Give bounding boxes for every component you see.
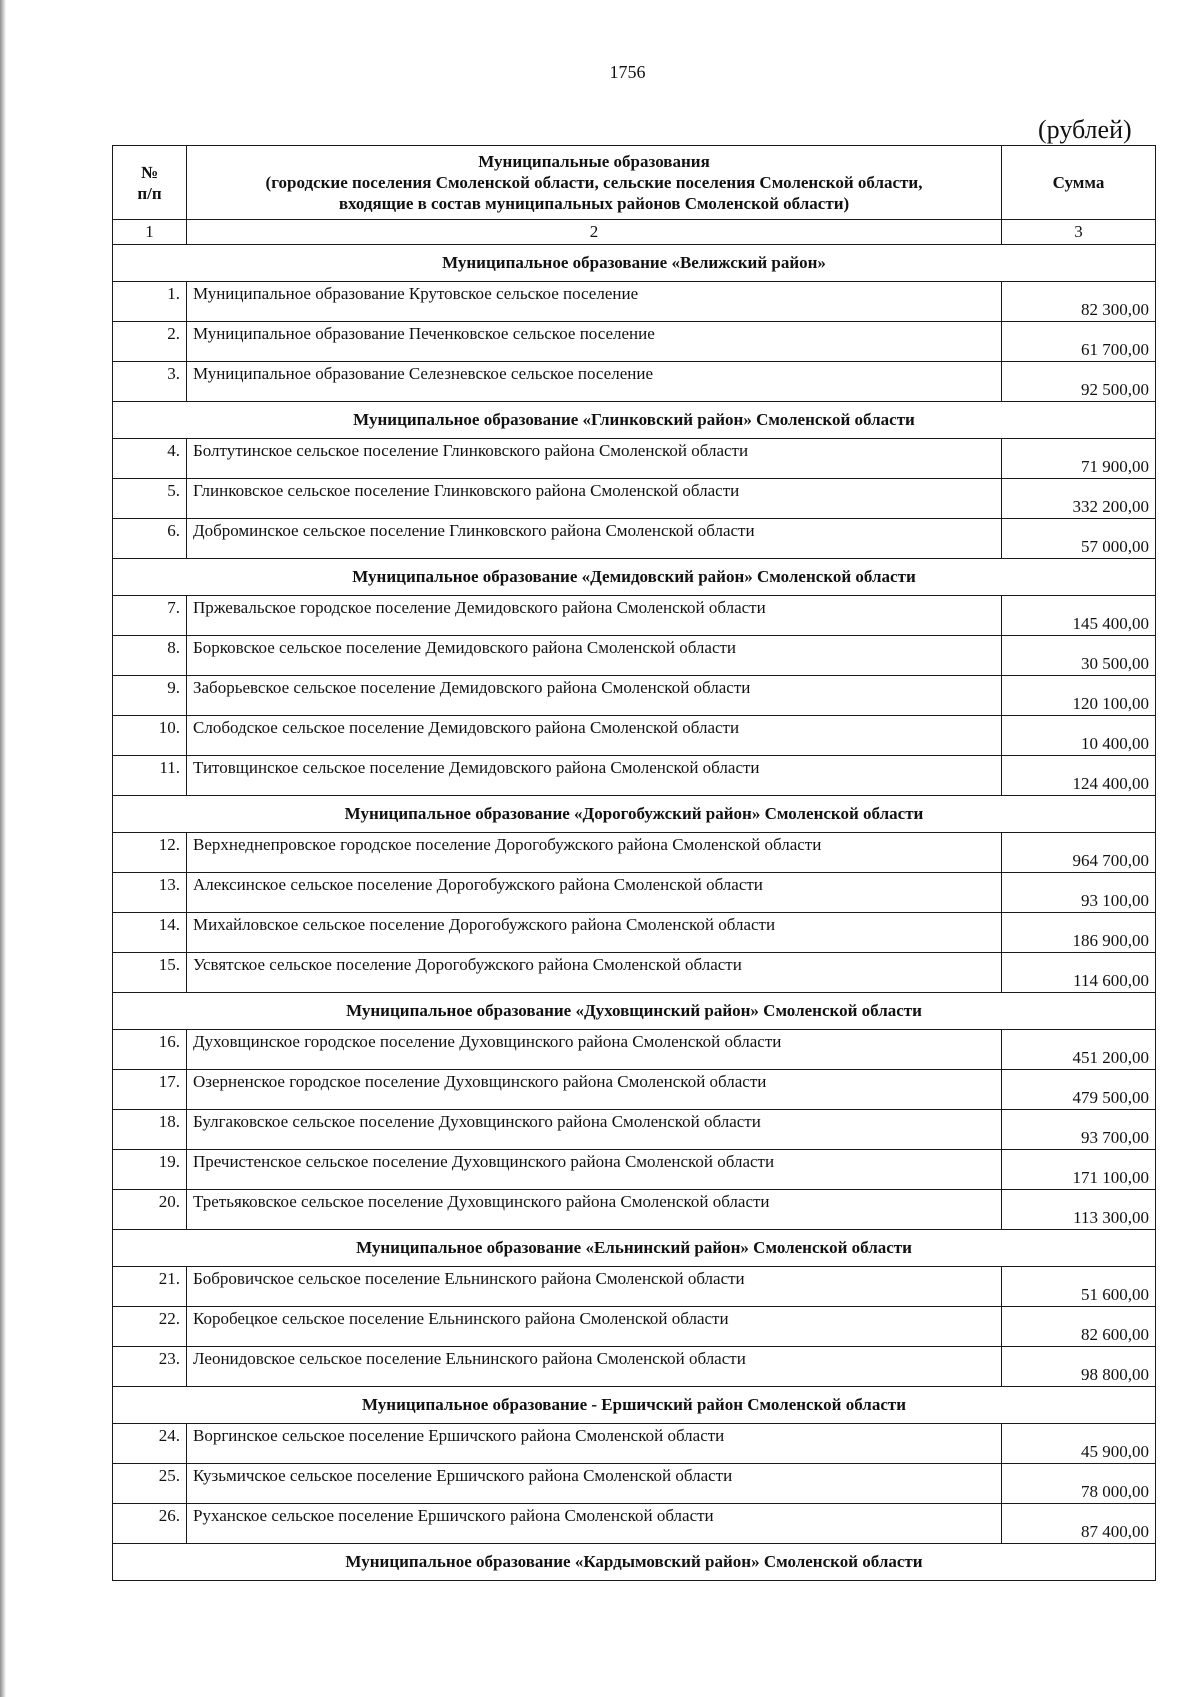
row-municipality-name: Руханское сельское поселение Ершичского района Смоленской области bbox=[187, 1504, 1002, 1544]
group-header-row bbox=[113, 796, 1156, 833]
row-municipality-name: Заборьевское сельское поселение Демидовского района Смоленской области bbox=[187, 676, 1002, 716]
row-amount: 98 800,00 bbox=[1002, 1347, 1156, 1387]
table-row bbox=[113, 1504, 1156, 1544]
table-row bbox=[113, 596, 1156, 636]
row-amount: 45 900,00 bbox=[1002, 1424, 1156, 1464]
row-amount: 61 700,00 bbox=[1002, 322, 1156, 362]
table-row bbox=[113, 1030, 1156, 1070]
row-number: 1. bbox=[113, 282, 187, 322]
column-index: 3 bbox=[1002, 220, 1156, 245]
row-amount: 87 400,00 bbox=[1002, 1504, 1156, 1544]
row-municipality-name: Третьяковское сельское поселение Духовщинского района Смоленской области bbox=[187, 1190, 1002, 1230]
column-index: 1 bbox=[113, 220, 187, 245]
table-row bbox=[113, 519, 1156, 559]
table-row bbox=[113, 1150, 1156, 1190]
group-header-row bbox=[113, 402, 1156, 439]
group-header-row bbox=[113, 1544, 1156, 1581]
table-row bbox=[113, 362, 1156, 402]
row-number: 4. bbox=[113, 439, 187, 479]
row-municipality-name: Воргинское сельское поселение Ершичского района Смоленской области bbox=[187, 1424, 1002, 1464]
table-row bbox=[113, 953, 1156, 993]
row-municipality-name: Усвятское сельское поселение Дорогобужского района Смоленской области bbox=[187, 953, 1002, 993]
row-municipality-name: Озерненское городское поселение Духовщинского района Смоленской области bbox=[187, 1070, 1002, 1110]
row-amount: 51 600,00 bbox=[1002, 1267, 1156, 1307]
row-municipality-name: Верхнеднепровское городское поселение Дорогобужского района Смоленской области bbox=[187, 833, 1002, 873]
row-municipality-name: Титовщинское сельское поселение Демидовского района Смоленской области bbox=[187, 756, 1002, 796]
row-number: 8. bbox=[113, 636, 187, 676]
table-body bbox=[113, 245, 1156, 1581]
row-municipality-name: Духовщинское городское поселение Духовщинского района Смоленской области bbox=[187, 1030, 1002, 1070]
row-municipality-name: Бобровичское сельское поселение Ельнинского района Смоленской области bbox=[187, 1267, 1002, 1307]
group-title: Муниципальное образование «Дорогобужский район» Смоленской области bbox=[113, 796, 1156, 833]
header-sum: Сумма bbox=[1002, 146, 1156, 220]
row-amount: 124 400,00 bbox=[1002, 756, 1156, 796]
row-number: 13. bbox=[113, 873, 187, 913]
row-municipality-name: Алексинское сельское поселение Дорогобужского района Смоленской области bbox=[187, 873, 1002, 913]
table-row bbox=[113, 1190, 1156, 1230]
row-number: 10. bbox=[113, 716, 187, 756]
row-municipality-name: Муниципальное образование Печенковское сельское поселение bbox=[187, 322, 1002, 362]
row-number: 23. bbox=[113, 1347, 187, 1387]
table-row bbox=[113, 439, 1156, 479]
table-row bbox=[113, 636, 1156, 676]
row-number: 21. bbox=[113, 1267, 187, 1307]
row-municipality-name: Слободское сельское поселение Демидовского района Смоленской области bbox=[187, 716, 1002, 756]
table-row bbox=[113, 1307, 1156, 1347]
row-amount: 93 700,00 bbox=[1002, 1110, 1156, 1150]
row-municipality-name: Коробецкое сельское поселение Ельнинского района Смоленской области bbox=[187, 1307, 1002, 1347]
header-municipality-line3: входящие в состав муниципальных районов Смоленской области) bbox=[338, 194, 850, 213]
row-amount: 113 300,00 bbox=[1002, 1190, 1156, 1230]
row-number: 19. bbox=[113, 1150, 187, 1190]
row-number: 17. bbox=[113, 1070, 187, 1110]
table-row bbox=[113, 676, 1156, 716]
row-amount: 171 100,00 bbox=[1002, 1150, 1156, 1190]
row-number: 20. bbox=[113, 1190, 187, 1230]
group-title: Муниципальное образование «Глинковский район» Смоленской области bbox=[113, 402, 1156, 439]
row-amount: 114 600,00 bbox=[1002, 953, 1156, 993]
units-label: (рублей) bbox=[1038, 115, 1132, 144]
page-number: 1756 bbox=[609, 62, 646, 82]
row-municipality-name: Муниципальное образование Крутовское сельское поселение bbox=[187, 282, 1002, 322]
allocation-table bbox=[112, 145, 1156, 1581]
column-index-row bbox=[113, 220, 1156, 245]
header-municipality-line1: Муниципальные образования bbox=[478, 152, 710, 171]
row-amount: 332 200,00 bbox=[1002, 479, 1156, 519]
row-amount: 186 900,00 bbox=[1002, 913, 1156, 953]
group-title: Муниципальное образование «Велижский район» bbox=[113, 245, 1156, 282]
header-municipality-line2: (городские поселения Смоленской области, сельские поселения Смоленской области, bbox=[265, 173, 923, 192]
table-header-row bbox=[113, 146, 1156, 220]
table-row bbox=[113, 1464, 1156, 1504]
row-number: 6. bbox=[113, 519, 187, 559]
row-amount: 78 000,00 bbox=[1002, 1464, 1156, 1504]
row-number: 24. bbox=[113, 1424, 187, 1464]
row-number: 7. bbox=[113, 596, 187, 636]
row-municipality-name: Леонидовское сельское поселение Ельнинского района Смоленской области bbox=[187, 1347, 1002, 1387]
row-number: 9. bbox=[113, 676, 187, 716]
group-header-row bbox=[113, 245, 1156, 282]
table-row bbox=[113, 1347, 1156, 1387]
group-header-row bbox=[113, 993, 1156, 1030]
row-amount: 71 900,00 bbox=[1002, 439, 1156, 479]
row-amount: 10 400,00 bbox=[1002, 716, 1156, 756]
row-number: 18. bbox=[113, 1110, 187, 1150]
table-row bbox=[113, 756, 1156, 796]
row-municipality-name: Пречистенское сельское поселение Духовщинского района Смоленской области bbox=[187, 1150, 1002, 1190]
row-amount: 82 600,00 bbox=[1002, 1307, 1156, 1347]
table-row bbox=[113, 1267, 1156, 1307]
row-amount: 82 300,00 bbox=[1002, 282, 1156, 322]
row-amount: 964 700,00 bbox=[1002, 833, 1156, 873]
row-municipality-name: Пржевальское городское поселение Демидовского района Смоленской области bbox=[187, 596, 1002, 636]
row-number: 12. bbox=[113, 833, 187, 873]
group-header-row bbox=[113, 1230, 1156, 1267]
table-row bbox=[113, 1070, 1156, 1110]
scan-edge-shadow bbox=[0, 0, 6, 1697]
row-amount: 120 100,00 bbox=[1002, 676, 1156, 716]
row-number: 16. bbox=[113, 1030, 187, 1070]
row-municipality-name: Михайловское сельское поселение Дорогобужского района Смоленской области bbox=[187, 913, 1002, 953]
header-number bbox=[113, 146, 187, 220]
table-row bbox=[113, 716, 1156, 756]
row-amount: 451 200,00 bbox=[1002, 1030, 1156, 1070]
group-title: Муниципальное образование - Ершичский район Смоленской области bbox=[113, 1387, 1156, 1424]
table-row bbox=[113, 322, 1156, 362]
row-municipality-name: Булгаковское сельское поселение Духовщинского района Смоленской области bbox=[187, 1110, 1002, 1150]
table-row bbox=[113, 873, 1156, 913]
row-number: 25. bbox=[113, 1464, 187, 1504]
table-row bbox=[113, 913, 1156, 953]
row-municipality-name: Глинковское сельское поселение Глинковского района Смоленской области bbox=[187, 479, 1002, 519]
group-header-row bbox=[113, 1387, 1156, 1424]
row-municipality-name: Муниципальное образование Селезневское сельское поселение bbox=[187, 362, 1002, 402]
group-title: Муниципальное образование «Кардымовский район» Смоленской области bbox=[113, 1544, 1156, 1581]
group-title: Муниципальное образование «Духовщинский район» Смоленской области bbox=[113, 993, 1156, 1030]
row-number: 26. bbox=[113, 1504, 187, 1544]
row-municipality-name: Доброминское сельское поселение Глинковского района Смоленской области bbox=[187, 519, 1002, 559]
row-number: 22. bbox=[113, 1307, 187, 1347]
table-row bbox=[113, 479, 1156, 519]
group-title: Муниципальное образование «Ельнинский район» Смоленской области bbox=[113, 1230, 1156, 1267]
header-municipality bbox=[187, 146, 1002, 220]
table-row bbox=[113, 1110, 1156, 1150]
row-number: 5. bbox=[113, 479, 187, 519]
group-title: Муниципальное образование «Демидовский район» Смоленской области bbox=[113, 559, 1156, 596]
row-amount: 145 400,00 bbox=[1002, 596, 1156, 636]
column-index: 2 bbox=[187, 220, 1002, 245]
row-number: 14. bbox=[113, 913, 187, 953]
row-municipality-name: Болтутинское сельское поселение Глинковского района Смоленской области bbox=[187, 439, 1002, 479]
row-municipality-name: Кузьмичское сельское поселение Ершичского района Смоленской области bbox=[187, 1464, 1002, 1504]
row-number: 2. bbox=[113, 322, 187, 362]
header-number-sign: № bbox=[140, 162, 159, 182]
row-amount: 57 000,00 bbox=[1002, 519, 1156, 559]
row-number: 11. bbox=[113, 756, 187, 796]
row-amount: 30 500,00 bbox=[1002, 636, 1156, 676]
row-municipality-name: Борковское сельское поселение Демидовского района Смоленской области bbox=[187, 636, 1002, 676]
row-amount: 479 500,00 bbox=[1002, 1070, 1156, 1110]
table-row bbox=[113, 282, 1156, 322]
row-number: 15. bbox=[113, 953, 187, 993]
row-number: 3. bbox=[113, 362, 187, 402]
group-header-row bbox=[113, 559, 1156, 596]
table-row bbox=[113, 833, 1156, 873]
row-amount: 92 500,00 bbox=[1002, 362, 1156, 402]
header-number-abbr: п/п bbox=[137, 183, 162, 203]
table-row bbox=[113, 1424, 1156, 1464]
row-amount: 93 100,00 bbox=[1002, 873, 1156, 913]
